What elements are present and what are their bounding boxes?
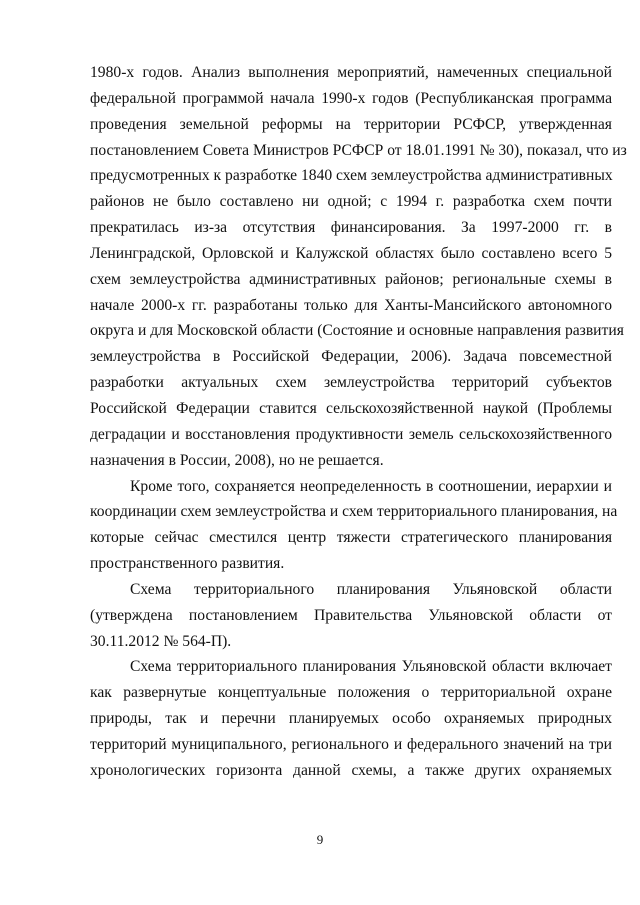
text-line: разработки актуальных схем землеустройства территорий субъектов [90, 374, 612, 392]
text-line: координации схем землеустройства и схем территориального планирования, на [90, 503, 618, 521]
text-line: (утверждена постановлением Правительства Ульяновской области от [90, 606, 612, 624]
text-line: 1980-х годов. Анализ выполнения мероприятий, намеченных специальной [90, 64, 612, 81]
text-line: которые сейчас сместился центр тяжести стратегического планирования [90, 529, 612, 547]
body-text [90, 60, 627, 784]
text-line: как развернутые концептуальные положения о территориальной охране [90, 684, 612, 702]
text-line: районов не было составлено ни одной; с 1994 г. разработка схем почти [90, 193, 612, 211]
text-line: пространственного развития. [90, 555, 285, 573]
text-line: Схема территориального планирования Ульяновской области включает [130, 658, 612, 676]
text-line: Схема территориального планирования Ульяновской области [130, 580, 612, 598]
text-line: постановлением Совета Министров РСФСР от 18.01.1991 № 30), показал, что из [90, 141, 627, 159]
text-line: Кроме того, сохраняется неопределенность в соотношении, иерархии и [130, 477, 612, 495]
text-line: округа и для Московской области (Состояние и основные направления развития [90, 322, 624, 340]
text-line: Российской Федерации ставится сельскохозяйственной наукой (Проблемы [90, 399, 612, 417]
page-number: 9 [316, 832, 324, 847]
text-line: территорий муниципального, регионального и федерального значений на три [90, 735, 612, 753]
text-line: федеральной программой начала 1990-х годов (Республиканская программа [90, 89, 612, 107]
text-line: 30.11.2012 № 564-П). [90, 632, 232, 650]
text-line: проведения земельной реформы на территории РСФСР, утвержденная [90, 115, 612, 133]
text-line: начале 2000-х гг. разработаны только для Ханты-Мансийского автономного [90, 296, 612, 314]
text-line: предусмотренных к разработке 1840 схем землеустройства административных [90, 167, 613, 185]
text-line: хронологических горизонта данной схемы, а также других охраняемых [90, 761, 612, 779]
paragraph [90, 60, 627, 474]
text-line: прекратилась из-за отсутствия финансирования. За 1997-2000 гг. в [90, 219, 612, 237]
text-line: Ленинградской, Орловской и Калужской областях было составлено всего 5 [90, 244, 612, 262]
paragraph [90, 474, 618, 577]
text-line: назначения в России, 2008), но не решается. [90, 451, 384, 469]
paragraph [90, 654, 612, 783]
paragraph [90, 577, 612, 655]
text-line: землеустройства в Российской Федерации, 2006). Задача повсеместной [90, 348, 612, 366]
text-line: природы, так и перечни планируемых особо охраняемых природных [90, 710, 612, 728]
text-line: схем землеустройства административных районов; региональные схемы в [90, 270, 612, 288]
text-line: деградации и восстановления продуктивности земель сельскохозяйственного [90, 425, 612, 443]
